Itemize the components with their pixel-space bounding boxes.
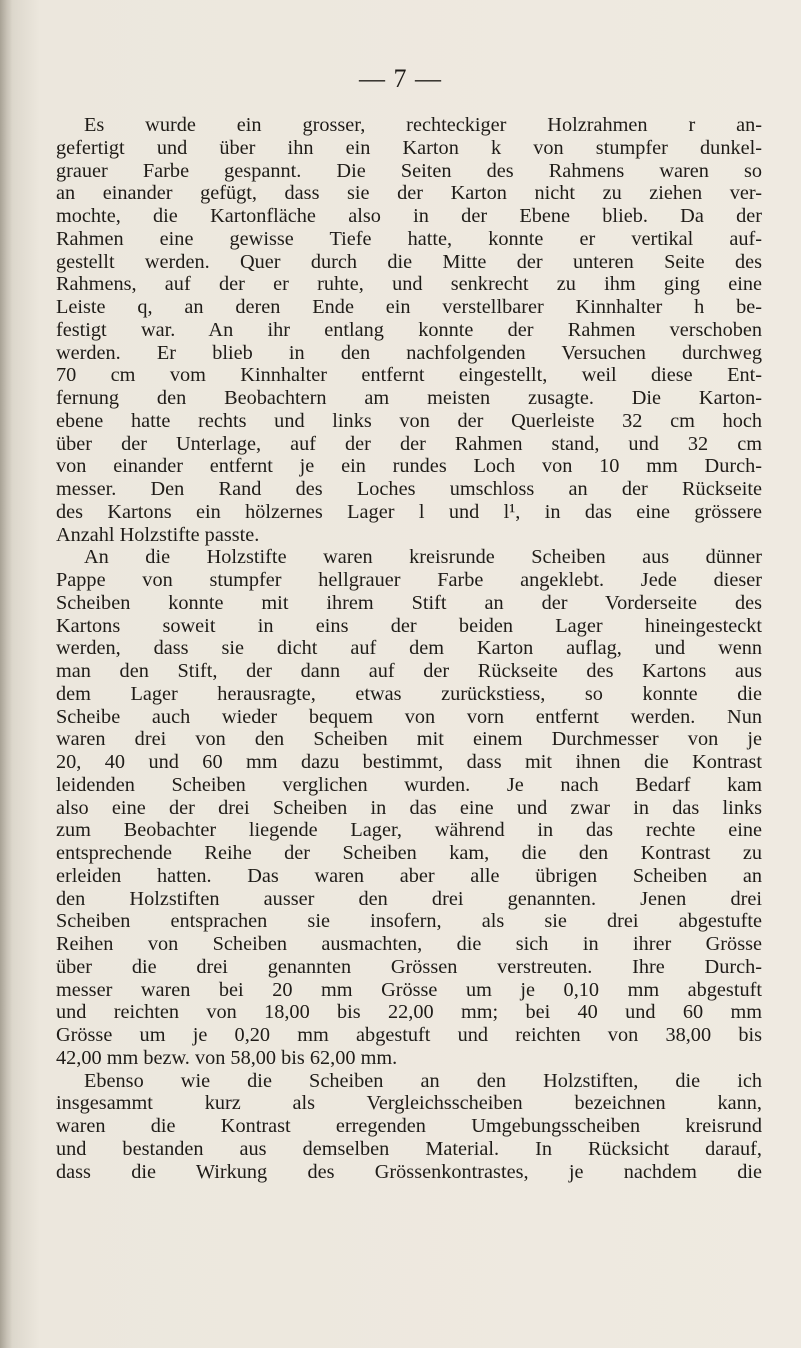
text-line: Scheibe auch wieder bequem von vorn entfernt werden. Nun	[56, 705, 762, 728]
text-line: grauer Farbe gespannt. Die Seiten des Rahmens waren so	[56, 159, 762, 182]
text-line: gestellt werden. Quer durch die Mitte der unteren Seite des	[56, 250, 762, 273]
text-line: Reihen von Scheiben ausmachten, die sich in ihrer Grösse	[56, 933, 762, 955]
page-number: — 7 —	[359, 64, 442, 93]
text-line: von einander entfernt je ein rundes Loch von 10 mm Durch-	[56, 455, 762, 478]
text-line: dass die Wirkung des Grössenkontrastes, je nachdem die	[56, 1160, 762, 1183]
text-line: insgesammt kurz als Vergleichsscheiben bezeichnen kann,	[56, 1092, 762, 1115]
text-line: über der Unterlage, auf der der Rahmen stand, und 32 cm	[56, 432, 762, 455]
text-line: Pappe von stumpfer hellgrauer Farbe angeklebt. Jede dieser	[56, 569, 762, 591]
text-line: erleiden hatten. Das waren aber alle übrigen Scheiben an	[56, 864, 762, 887]
text-line: 42,00 mm bezw. von 58,00 bis 62,00 mm.	[56, 1046, 398, 1069]
text-line: fernung den Beobachtern am meisten zusagte. Die Karton-	[56, 387, 762, 409]
text-line: des Kartons ein hölzernes Lager l und l¹, in das eine grössere	[56, 500, 762, 523]
paragraph	[56, 114, 762, 546]
text-line: messer waren bei 20 mm Grösse um je 0,10 mm abgestuft	[56, 978, 762, 1001]
text-line: man den Stift, der dann auf der Rückseite des Kartons aus	[56, 660, 762, 682]
text-line: ebene hatte rechts und links von der Querleiste 32 cm hoch	[56, 409, 762, 432]
text-line: gefertigt und über ihn ein Karton k von stumpfer dunkel-	[56, 136, 762, 159]
text-line: und reichten von 18,00 bis 22,00 mm; bei 40 und 60 mm	[56, 1001, 762, 1024]
text-line: und bestanden aus demselben Material. In Rücksicht darauf,	[56, 1137, 762, 1160]
text-line: leidenden Scheiben verglichen wurden. Je nach Bedarf kam	[56, 773, 762, 796]
text-line: den Holzstiften ausser den drei genannten. Jenen drei	[56, 887, 762, 910]
paragraph	[56, 546, 762, 1069]
text-line: 20, 40 und 60 mm dazu bestimmt, dass mit ihnen die Kontrast	[56, 751, 762, 773]
text-line: mochte, die Kartonfläche also in der Ebene blieb. Da der	[56, 205, 762, 227]
text-line: An die Holzstifte waren kreisrunde Scheiben aus dünner	[84, 546, 762, 569]
text-line: über die drei genannten Grössen verstreuten. Ihre Durch-	[56, 955, 762, 978]
text-line: werden. Er blieb in den nachfolgenden Versuchen durchweg	[56, 341, 762, 364]
text-line: waren die Kontrast erregenden Umgebungsscheiben kreisrund	[56, 1115, 762, 1137]
text-line: Scheiben konnte mit ihrem Stift an der Vorderseite des	[56, 591, 762, 614]
text-line: Kartons soweit in eins der beiden Lager hineingesteckt	[56, 614, 762, 637]
text-line: Anzahl Holzstifte passte.	[56, 523, 260, 546]
text-line: werden, dass sie dicht auf dem Karton auflag, und wenn	[56, 637, 762, 660]
text-line: dem Lager herausragte, etwas zurückstiess, so konnte die	[56, 682, 762, 705]
spine-shadow	[0, 0, 12, 1348]
text-line: Grösse um je 0,20 mm abgestuft und reichten von 38,00 bis	[56, 1024, 762, 1046]
text-line: Ebenso wie die Scheiben an den Holzstiften, die ich	[84, 1069, 762, 1092]
text-line: also eine der drei Scheiben in das eine und zwar in das links	[56, 796, 762, 819]
text-line: entsprechende Reihe der Scheiben kam, die den Kontrast zu	[56, 842, 762, 864]
text-line: Scheiben entsprachen sie insofern, als sie drei abgestufte	[56, 910, 762, 933]
paragraph	[56, 1070, 762, 1184]
text-column	[56, 114, 762, 1183]
text-line: festigt war. An ihr entlang konnte der Rahmen verschoben	[56, 318, 762, 341]
text-line: Rahmens, auf der er ruhte, und senkrecht zu ihm ging eine	[56, 273, 762, 296]
text-line: messer. Den Rand des Loches umschloss an der Rückseite	[56, 478, 762, 500]
text-line: waren drei von den Scheiben mit einem Durchmesser von je	[56, 728, 762, 751]
text-line: zum Beobachter liegende Lager, während in das rechte eine	[56, 819, 762, 842]
text-line: Es wurde ein grosser, rechteckiger Holzrahmen r an-	[84, 114, 762, 136]
text-line: an einander gefügt, dass sie der Karton nicht zu ziehen ver-	[56, 182, 762, 205]
text-line: 70 cm vom Kinnhalter entfernt eingestellt, weil diese Ent-	[56, 364, 762, 387]
text-line: Rahmen eine gewisse Tiefe hatte, konnte er vertikal auf-	[56, 227, 762, 250]
text-line: Leiste q, an deren Ende ein verstellbarer Kinnhalter h be-	[56, 296, 762, 318]
